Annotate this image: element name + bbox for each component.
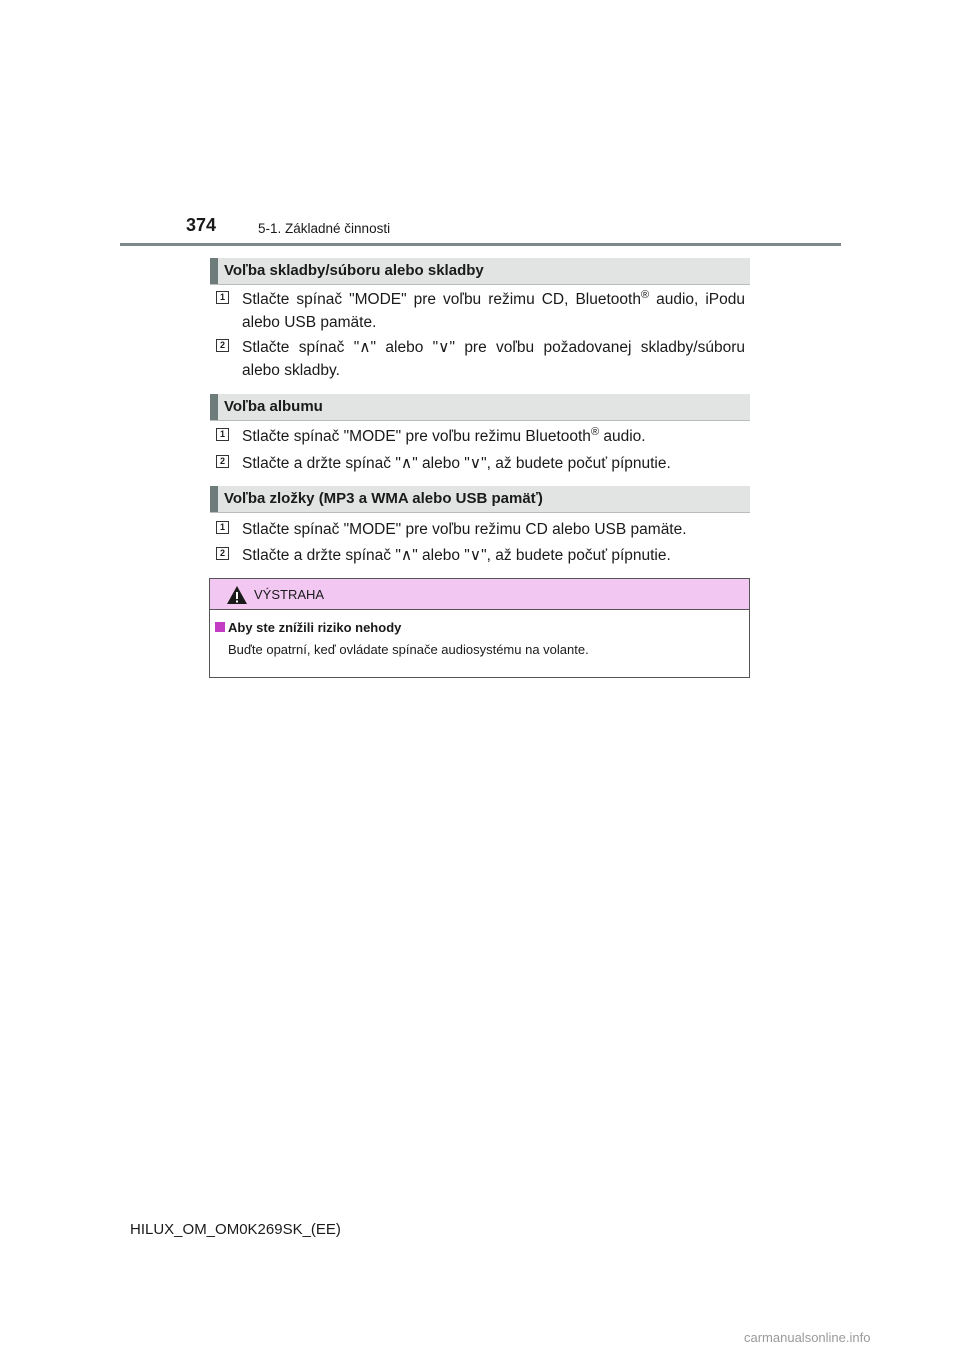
warning-text: Buďte opatrní, keď ovládate spínače audiosystému na volante. [228,642,589,657]
step-text-main: Stlačte spínač "MODE" pre voľbu režimu CD, Bluetooth [242,291,641,308]
step-number: 1 [216,521,229,534]
page-number: 374 [186,215,217,235]
warning-triangle-icon [226,585,248,605]
step-item [216,518,746,542]
step-item [216,452,746,476]
step-item [216,336,746,384]
step-number: 2 [216,339,229,352]
step-text-rest: audio. [599,428,646,445]
step-text [242,288,745,334]
warning-title: VÝSTRAHA [254,587,325,602]
section-title: Voľba zložky (MP3 a WMA alebo USB pamäť) [224,490,543,507]
document-code: HILUX_OM_OM0K269SK_(EE) [130,1221,341,1238]
step-number: 2 [216,547,229,560]
step-item [216,288,746,336]
step-text [242,425,745,448]
step-text-main: Stlačte spínač "MODE" pre voľbu režimu Bluetooth [242,428,591,445]
warning-subtitle: Aby ste znížili riziko nehody [228,620,402,635]
header-divider [120,243,841,246]
section-accent [210,394,218,420]
warning-header [210,579,749,610]
step-text: Stlačte a držte spínač "∧" alebo "∨", až budete počuť pípnutie. [242,547,671,564]
registered-mark: ® [640,288,650,301]
step-item [216,544,746,568]
step-text: Stlačte a držte spínač "∧" alebo "∨", až budete počuť pípnutie. [242,455,671,472]
step-text: Stlačte spínač "∧" alebo "∨" pre voľbu požadovanej skladby/súboru alebo skladby. [242,339,745,379]
section-title: Voľba skladby/súboru alebo skladby [224,262,484,279]
step-number: 2 [216,455,229,468]
step-text: Stlačte spínač "MODE" pre voľbu režimu CD alebo USB pamäte. [242,521,687,538]
section-heading-folder-selection [210,486,750,513]
section-accent [210,486,218,512]
section-heading-album-selection [210,394,750,421]
step-item [216,425,746,449]
section-accent [210,258,218,284]
step-number: 1 [216,428,229,441]
section-heading-track-selection [210,258,750,285]
section-title: Voľba albumu [224,398,323,415]
square-bullet-icon [215,622,225,632]
step-text-rest: audio, iPodu alebo USB pamäte. [242,291,745,331]
chapter-title: 5-1. Základné činnosti [258,221,391,236]
warning-box [209,578,750,678]
registered-mark: ® [590,425,600,438]
watermark: carmanualsonline.info [744,1330,871,1345]
step-number: 1 [216,291,229,304]
